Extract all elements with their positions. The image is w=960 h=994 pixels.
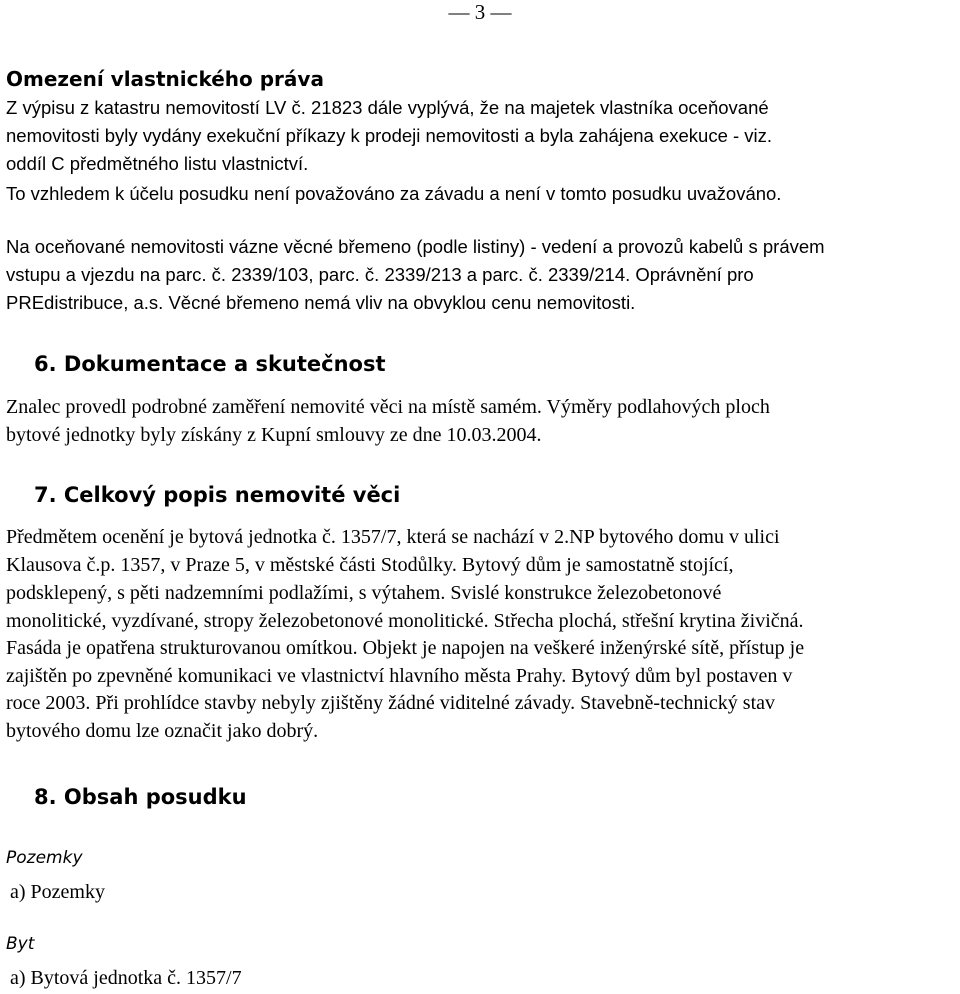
page-number: — 3 — xyxy=(448,0,512,24)
section7-line: Předmětem ocenění je bytová jednotka č. 1357/7, která se nachází v 2.NP bytového domu v ulici xyxy=(6,526,780,548)
encumbrance-para1-line2: nemovitosti byly vydány exekuční příkazy k prodeji nemovitosti a byla zahájena exekuce - viz. xyxy=(6,125,773,146)
encumbrance-heading: Omezení vlastnického práva xyxy=(6,67,324,91)
encumbrance-para1-line1: Z výpisu z katastru nemovitostí LV č. 21823 dále vyplývá, že na majetek vlastníka oceňované xyxy=(6,97,769,118)
section8-heading: 8. Obsah posudku xyxy=(34,785,247,809)
section8-subheading-land: Pozemky xyxy=(6,848,83,868)
section8-subheading-flat: Byt xyxy=(6,934,35,954)
section6-line1: Znalec provedl podrobné zaměření nemovité věci na místě samém. Výměry podlahových ploch xyxy=(6,396,770,418)
section8-item-flat: a) Bytová jednotka č. 1357/7 xyxy=(10,967,242,989)
encumbrance-para2-line2: vstupu a vjezdu na parc. č. 2339/103, parc. č. 2339/213 a parc. č. 2339/214. Oprávnění pro xyxy=(6,264,754,285)
section7-heading: 7. Celkový popis nemovité věci xyxy=(34,483,401,507)
section6-heading: 6. Dokumentace a skutečnost xyxy=(34,352,386,376)
encumbrance-para1-line3: oddíl C předmětného listu vlastnictví. xyxy=(6,153,309,174)
encumbrance-para2-line1: Na oceňované nemovitosti vázne věcné břemeno (podle listiny) - vedení a provozů kabelů s právem xyxy=(6,236,825,257)
section6-line2: bytové jednotky byly získány z Kupní smlouvy ze dne 10.03.2004. xyxy=(6,424,542,446)
encumbrance-para2-line3: PREdistribuce, a.s. Věcné břemeno nemá vliv na obvyklou cenu nemovitosti. xyxy=(6,292,636,313)
section7-line: podsklepený, s pěti nadzemními podlažími, s výtahem. Svislé konstrukce železobetonové xyxy=(6,582,722,604)
section8-item-land: a) Pozemky xyxy=(10,881,105,903)
section7-line: roce 2003. Při prohlídce stavby nebyly zjištěny žádné viditelné závady. Stavebně-technický stav xyxy=(6,692,776,714)
section7-line: monolitické, vyzdívané, stropy železobetonové monolitické. Střecha plochá, střešní krytina živičná. xyxy=(6,610,804,632)
section7-line: bytového domu lze označit jako dobrý. xyxy=(6,720,319,742)
encumbrance-para1-line4: To vzhledem k účelu posudku není považováno za závadu a není v tomto posudku uvažováno. xyxy=(6,183,782,204)
section7-line: zajištěn po zpevněné komunikaci ve vlastnictví hlavního města Prahy. Bytový dům byl postaven v xyxy=(6,665,793,687)
section7-line: Klausova č.p. 1357, v Praze 5, v městské části Stodůlky. Bytový dům je samostatně stojící, xyxy=(6,554,734,576)
section7-line: Fasáda je opatřena strukturovanou omítkou. Objekt je napojen na veškeré inženýrské sítě, přístup je xyxy=(6,637,805,659)
